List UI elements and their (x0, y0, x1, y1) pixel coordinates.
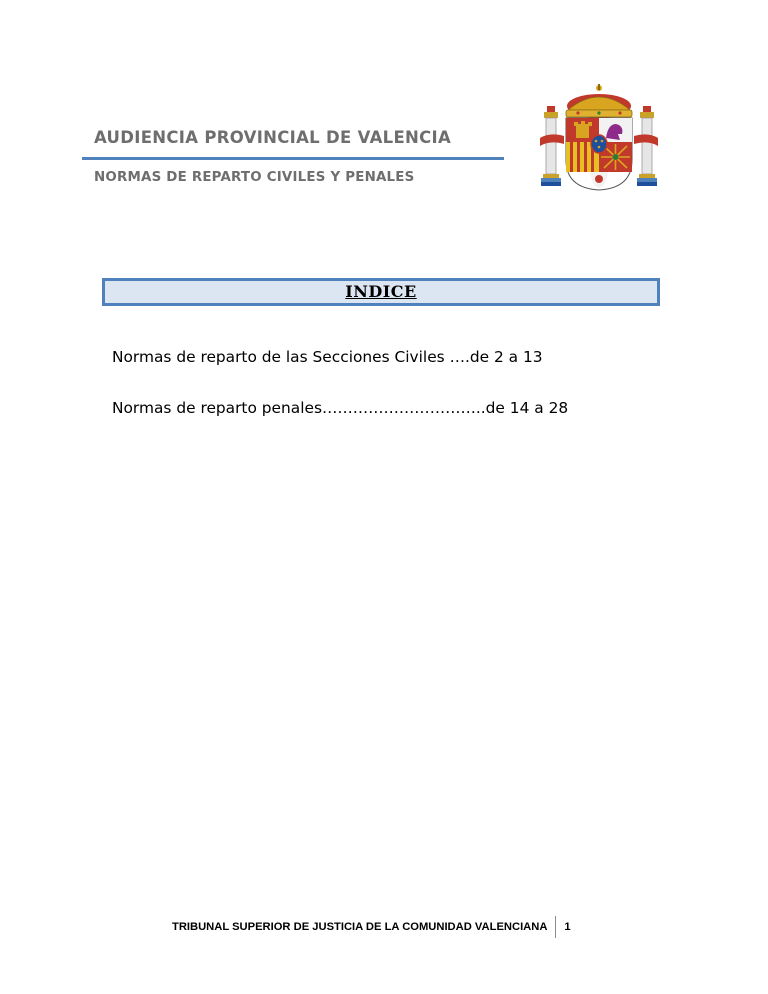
left-pillar (541, 106, 561, 186)
header-rule (82, 157, 504, 160)
toc-entry-civiles[interactable]: Normas de reparto de las Secciones Civiles ….de 2 a 13 (112, 348, 543, 366)
index-heading: INDICE (345, 282, 417, 301)
coat-of-arms-icon (538, 84, 660, 192)
footer-separator (555, 916, 556, 938)
page-number: 1 (564, 921, 571, 933)
header-title: AUDIENCIA PROVINCIAL DE VALENCIA (94, 128, 452, 147)
right-pillar (637, 106, 657, 186)
index-box (102, 278, 660, 306)
page-footer (172, 916, 571, 938)
crown (566, 84, 632, 118)
shield (566, 118, 632, 190)
toc-entry-penales[interactable]: Normas de reparto penales…………………………..de 14 a 28 (112, 399, 569, 417)
footer-text: TRIBUNAL SUPERIOR DE JUSTICIA DE LA COMUNIDAD VALENCIANA (172, 921, 548, 933)
header-subtitle: NORMAS DE REPARTO CIVILES Y PENALES (94, 170, 415, 185)
